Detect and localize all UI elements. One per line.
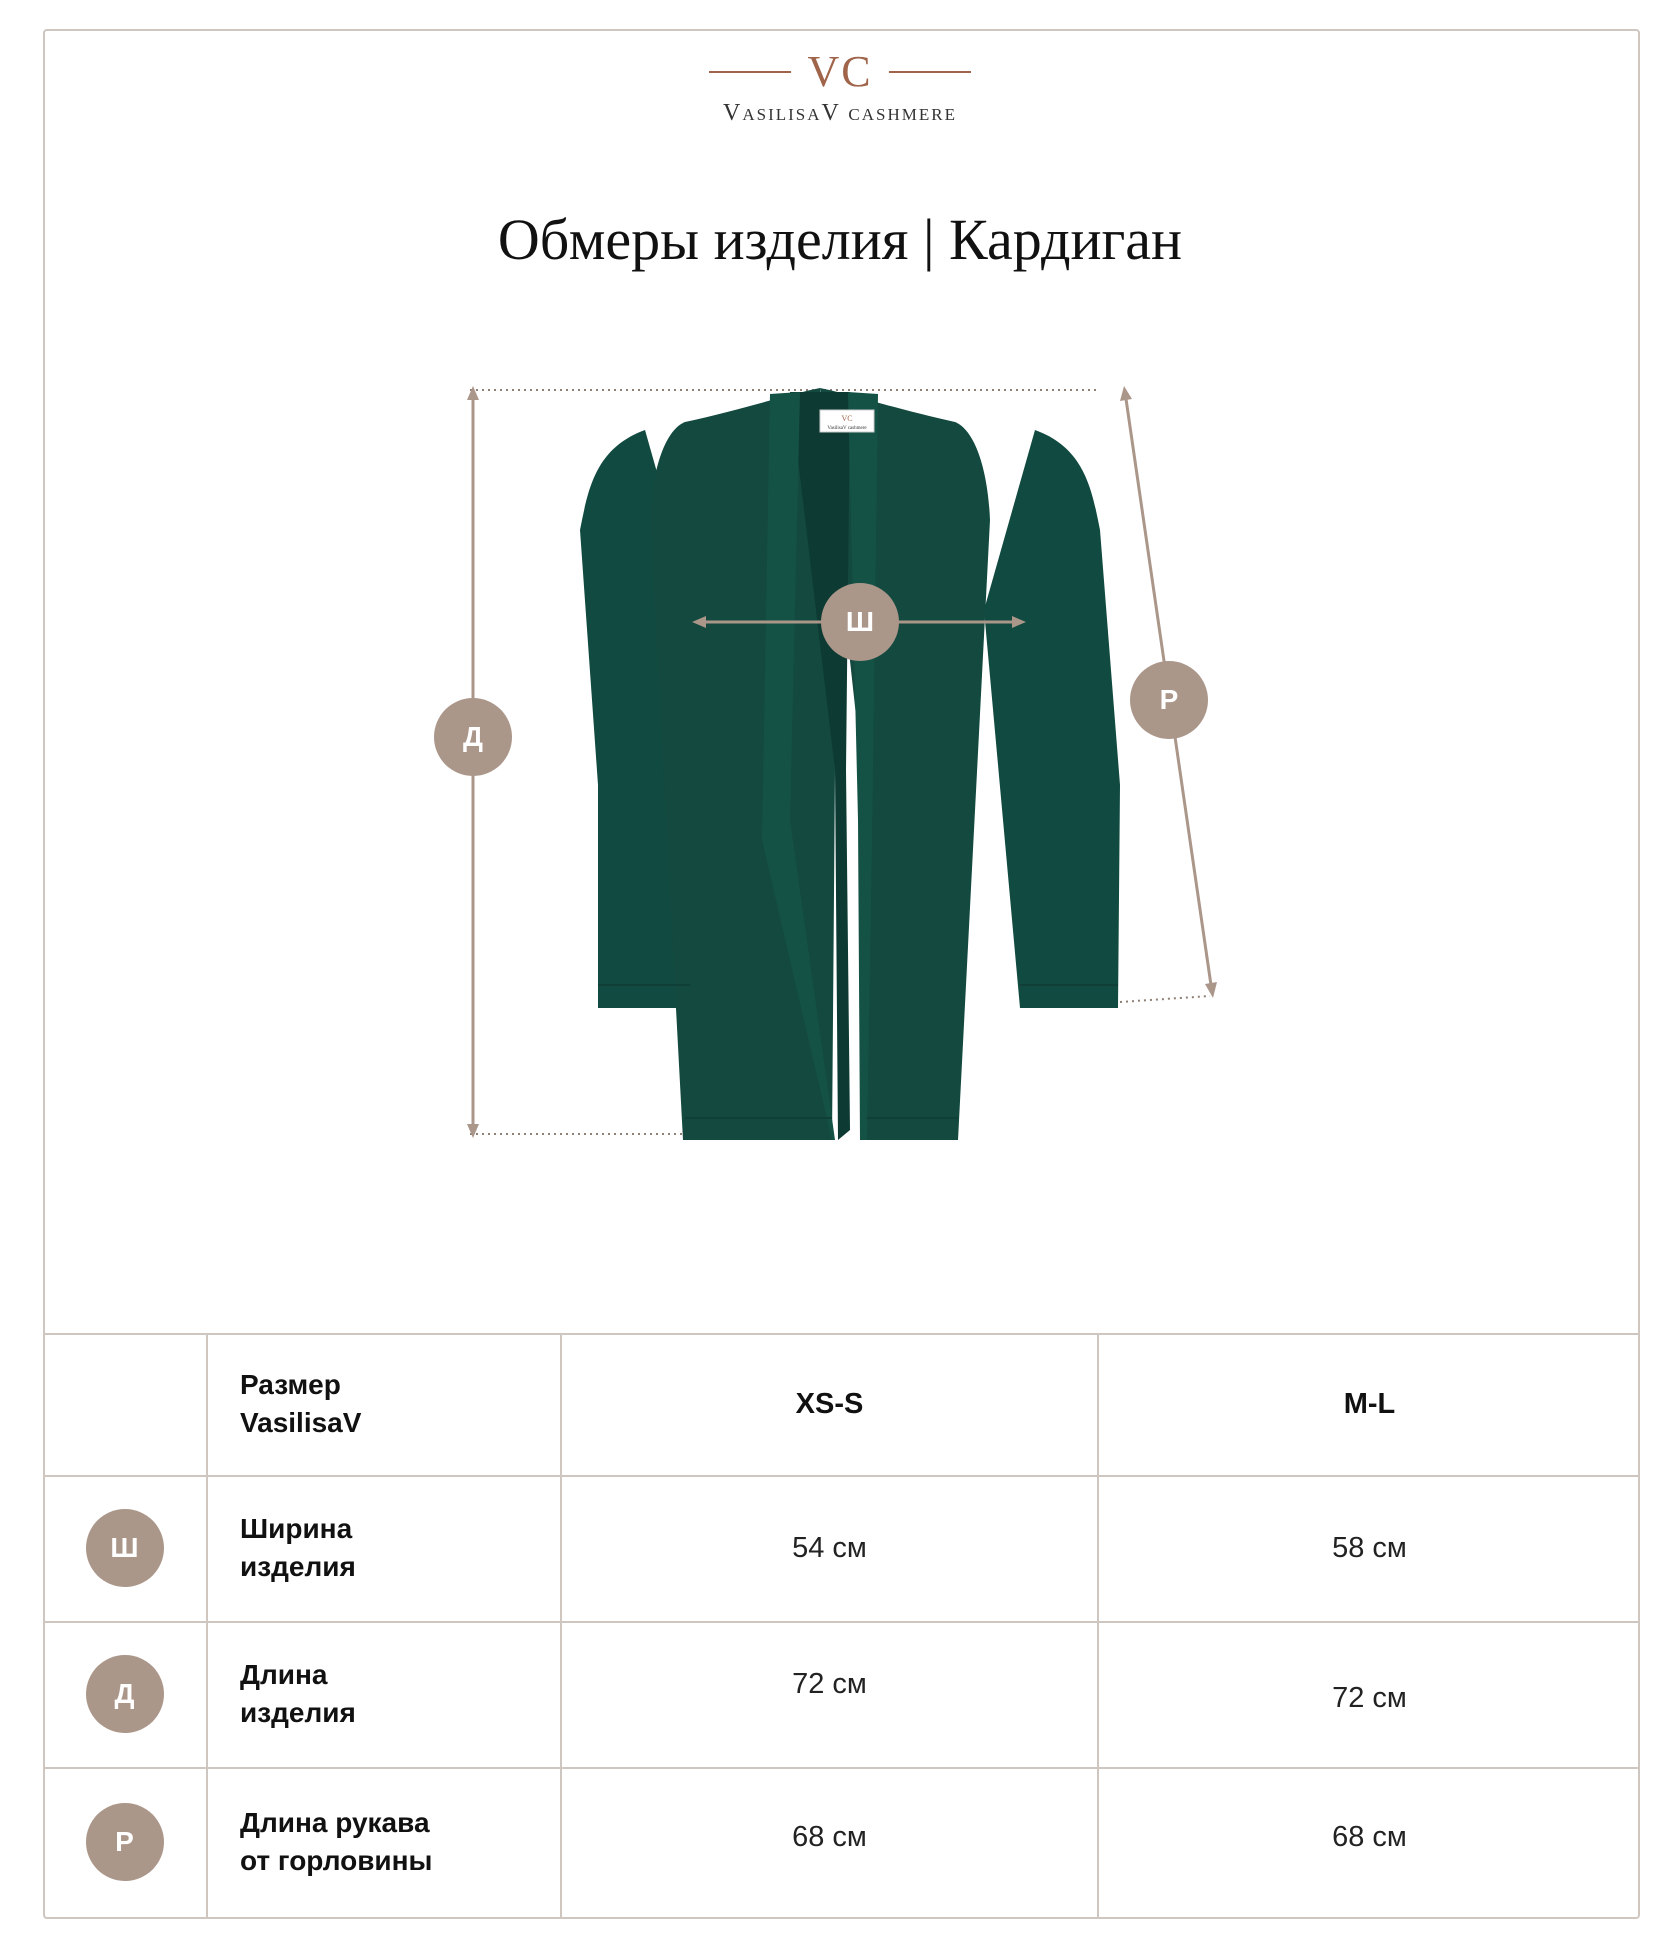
value-width-m-l: 58 см (1332, 1531, 1407, 1564)
brand-tag-mark: VC (841, 414, 853, 423)
cardigan-measurement-illustration (380, 370, 1260, 1170)
logo-mark: VC (807, 47, 873, 96)
marker-length-circle: Д (434, 698, 512, 776)
table-row (43, 1475, 206, 1621)
value-width-xs-s: 54 см (792, 1531, 867, 1564)
row-marker-sleeve: Р (86, 1803, 164, 1881)
marker-width-circle: Ш (821, 583, 899, 661)
cardigan-image (580, 388, 1120, 1140)
value-sleeve-m-l: 68 см (1332, 1820, 1407, 1853)
size-table (43, 1333, 1640, 1917)
logo-line-right (889, 71, 971, 73)
value-length-xs-s: 72 см (792, 1667, 867, 1700)
row-label-width: Ширина изделия (240, 1513, 356, 1582)
logo-brand-name: VasilisaV cashmere (723, 100, 957, 126)
marker-sleeve-circle: Р (1130, 661, 1208, 739)
row-label-sleeve: Длина рукава от горловины (240, 1807, 433, 1876)
row-label-length: Длина изделия (240, 1659, 356, 1728)
brand-logo (0, 48, 1680, 127)
right-sleeve (984, 430, 1120, 1008)
sleeve-guide-bottom-dots (1120, 996, 1210, 1002)
page-title: Обмеры изделия | Кардиган (497, 207, 1183, 272)
table-row (43, 1621, 206, 1767)
header-size-xs-s: XS-S (795, 1387, 864, 1420)
row-marker-width: Ш (86, 1509, 164, 1587)
sleeve-arrow-bottom (1205, 982, 1217, 998)
length-arrow-top (467, 386, 479, 400)
header-size-m-l: M-L (1343, 1387, 1396, 1420)
brand-tag-name: VasilisaV cashmere (827, 426, 867, 431)
value-sleeve-xs-s: 68 см (792, 1820, 867, 1853)
value-length-m-l: 72 см (1332, 1681, 1407, 1714)
table-row (43, 1767, 206, 1917)
sleeve-arrow-top (1120, 386, 1132, 401)
logo-line-left (709, 71, 791, 73)
header-size-label: Размер VasilisaV (240, 1369, 362, 1438)
length-arrow-bottom (467, 1124, 479, 1138)
row-marker-length: Д (86, 1655, 164, 1733)
